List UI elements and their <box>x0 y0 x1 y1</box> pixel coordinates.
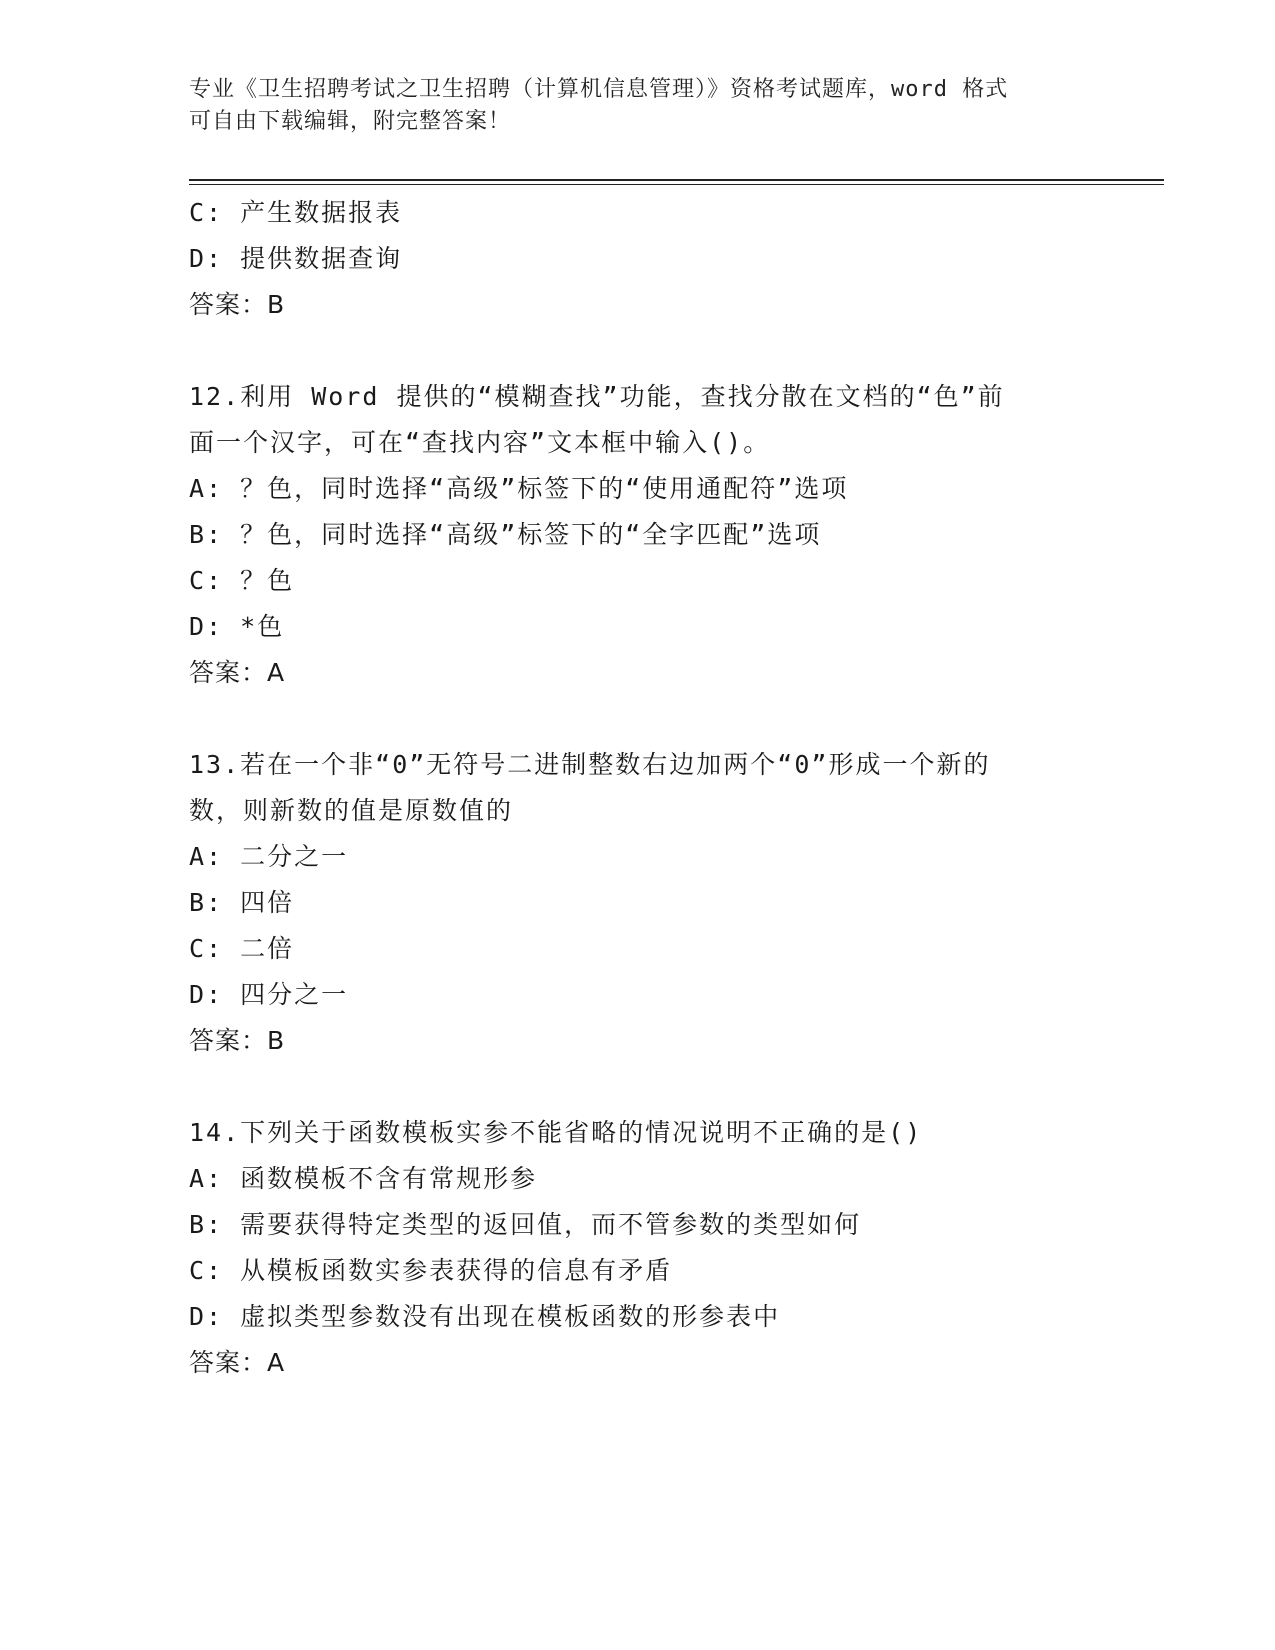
header-divider-thick <box>189 179 1164 181</box>
header-title-line-1: 专业《卫生招聘考试之卫生招聘（计算机信息管理）》资格考试题库，word 格式 <box>189 77 1009 102</box>
spacer <box>189 1064 1179 1110</box>
question-list <box>189 190 1179 1386</box>
question-stem-line: 14.下列关于函数模板实参不能省略的情况说明不正确的是() <box>189 1118 923 1147</box>
option-c: C: ？色 <box>189 566 295 595</box>
question-stem-line: 数，则新数的值是原数值的 <box>189 796 514 825</box>
option-c: C: 二倍 <box>189 934 295 963</box>
question-13 <box>189 742 1179 1064</box>
option-b: B: 需要获得特定类型的返回值，而不管参数的类型如何 <box>189 1210 862 1239</box>
question-11-continued <box>189 190 1179 328</box>
question-stem-line: 12.利用 Word 提供的“模糊查找”功能，查找分散在文档的“色”前 <box>189 382 1005 411</box>
option-d: D: 虚拟类型参数没有出现在模板函数的形参表中 <box>189 1302 781 1331</box>
option-a: A: ？色，同时选择“高级”标签下的“使用通配符”选项 <box>189 474 849 503</box>
header-title-line-2: 可自由下载编辑，附完整答案！ <box>189 109 512 134</box>
answer-line: 答案：A <box>189 1348 286 1377</box>
answer-line: 答案：A <box>189 658 286 687</box>
option-d: D: 提供数据查询 <box>189 244 403 273</box>
option-b: B: 四倍 <box>189 888 295 917</box>
header-divider-thin <box>189 184 1164 185</box>
question-14 <box>189 1110 1179 1386</box>
question-stem-line: 面一个汉字，可在“查找内容”文本框中输入()。 <box>189 428 771 457</box>
option-b: B: ？色，同时选择“高级”标签下的“全字匹配”选项 <box>189 520 822 549</box>
spacer <box>189 328 1179 374</box>
answer-line: 答案：B <box>189 290 286 319</box>
question-12 <box>189 374 1179 696</box>
option-c: C: 从模板函数实参表获得的信息有矛盾 <box>189 1256 673 1285</box>
option-a: A: 二分之一 <box>189 842 349 871</box>
page-header <box>189 74 1089 138</box>
answer-line: 答案：B <box>189 1026 286 1055</box>
spacer <box>189 696 1179 742</box>
option-a: A: 函数模板不含有常规形参 <box>189 1164 538 1193</box>
question-stem-line: 13.若在一个非“0”无符号二进制整数右边加两个“0”形成一个新的 <box>189 750 991 779</box>
option-d: D: 四分之一 <box>189 980 349 1009</box>
option-d: D: *色 <box>189 612 285 641</box>
option-c: C: 产生数据报表 <box>189 198 403 227</box>
